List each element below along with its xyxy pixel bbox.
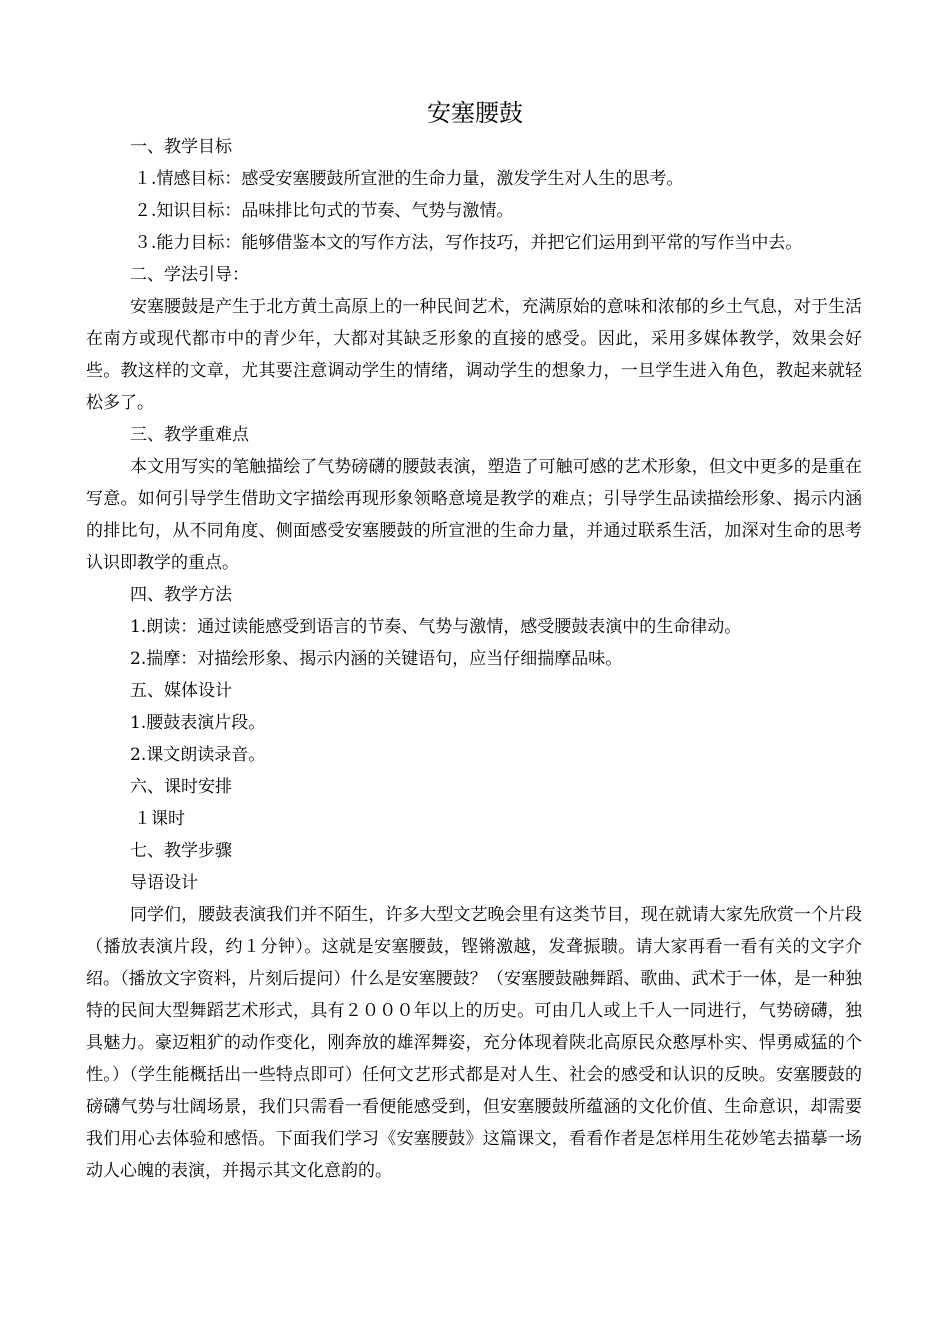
section-heading-steps: 七、教学步骤 [130,841,232,861]
document-body [86,131,862,1187]
section-heading-key-points: 三、教学重难点 [130,425,249,445]
section-heading-teaching-goals: 一、教学目标 [130,137,232,157]
method-reading: 1.朗读：通过读能感受到语言的节奏、气势与激情，感受腰鼓表演中的生命律动。 [130,617,742,637]
goal-knowledge: ２.知识目标：品味排比句式的节奏、气势与激情。 [134,201,514,221]
media-item-performance: 1.腰鼓表演片段。 [130,713,266,733]
paragraph-study-guidance: 安塞腰鼓是产生于北方黄土高原上的一种民间艺术，充满原始的意味和浓郁的乡土气息，对于生活在南方或现代都市中的青少年，大都对其缺乏形象的直接的感受。因此，采用多媒体教学，效果会好些。教这样的文章，尤其要注意调动学生的情绪，调动学生的想象力，一旦学生进入角色，教起来就轻松多了。 [86,297,862,413]
method-analysis: 2.揣摩：对描绘形象、揭示内涵的关键语句，应当仔细揣摩品味。 [130,649,623,669]
goal-ability: ３.能力目标：能够借鉴本文的写作方法，写作技巧，并把它们运用到平常的写作当中去。 [134,233,803,253]
paragraph-key-points: 本文用写实的笔触描绘了气势磅礴的腰鼓表演，塑造了可触可感的艺术形象，但文中更多的是重在写意。如何引导学生借助文字描绘再现形象领略意境是教学的难点；引导学生品读描绘形象、揭示内涵的排比句，从不同角度、侧面感受安塞腰鼓的所宣泄的生命力量，并通过联系生活，加深对生命的思考认识即教学的重点。 [86,457,862,573]
section-heading-methods: 四、教学方法 [130,585,232,605]
section-heading-study-guidance: 二、学法引导： [130,265,249,285]
media-item-recording: 2.课文朗读录音。 [130,745,266,765]
goal-emotion: １.情感目标：感受安塞腰鼓所宣泄的生命力量，激发学生对人生的思考。 [134,169,684,189]
subheading-intro-design: 导语设计 [130,873,198,893]
document-title: 安塞腰鼓 [427,99,523,127]
schedule-value: １课时 [134,809,185,829]
section-heading-schedule: 六、课时安排 [130,777,232,797]
section-heading-media: 五、媒体设计 [130,681,232,701]
paragraph-intro-design: 同学们，腰鼓表演我们并不陌生，许多大型文艺晚会里有这类节目，现在就请大家先欣赏一个片段（播放表演片段，约１分钟）。这就是安塞腰鼓，铿锵激越，发聋振聩。请大家再看一看有关的文字介绍。（播放文字资料，片刻后提问）什么是安塞腰鼓？（安塞腰鼓融舞蹈、歌曲、武术于一体，是一种独特的民间大型舞蹈艺术形式，具有２０００年以上的历史。可由几人或上千人一同进行，气势磅礴，独具魅力。豪迈粗犷的动作变化，刚奔放的雄浑舞姿，充分体现着陕北高原民众憨厚朴实、悍勇威猛的个性。）（学生能概括出一些特点即可）任何文艺形式都是对人生、社会的感受和认识的反映。安塞腰鼓的磅礴气势与壮阔场景，我们只需看一看便能感受到，但安塞腰鼓所蕴涵的文化价值、生命意识，却需要我们用心去体验和感悟。下面我们学习《安塞腰鼓》这篇课文，看看作者是怎样用生花妙笔去描摹一场动人心魄的表演，并揭示其文化意韵的。 [86,905,862,1181]
